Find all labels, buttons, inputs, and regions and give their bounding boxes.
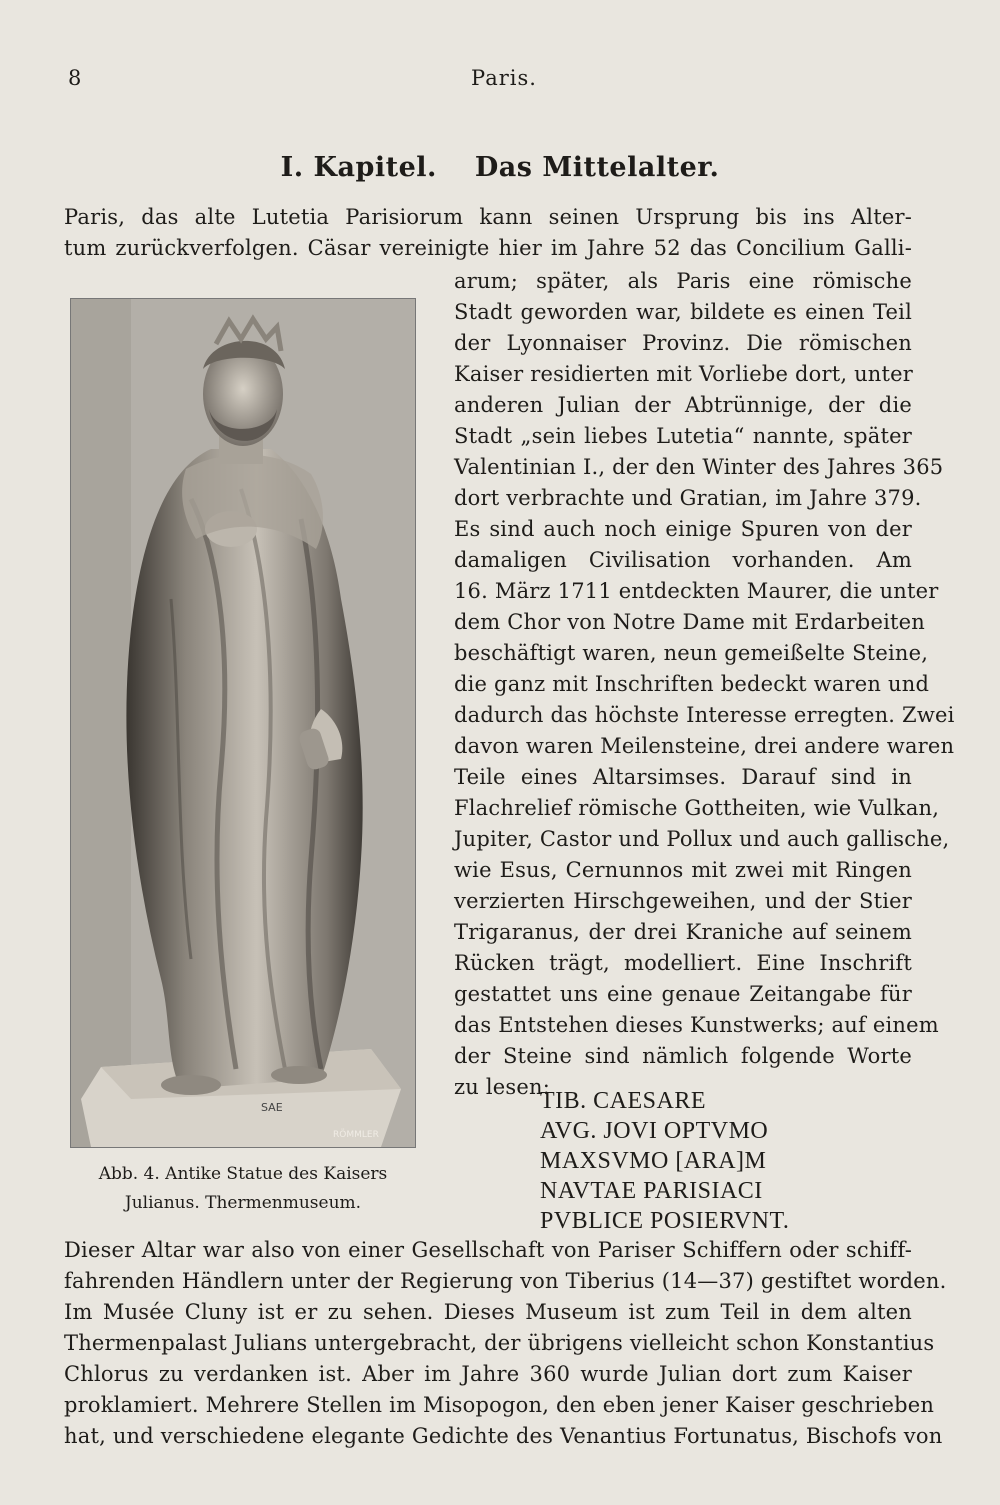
text-line: Chlorus zu verdanken ist. Aber im Jahre 360 wurde Julian dort zum Kaiser — [64, 1362, 912, 1386]
text-line: dadurch das höchste Interesse erregten. Zwei — [454, 703, 955, 727]
inscription-line: MAXSVMO [ARA]M — [540, 1148, 767, 1174]
text-line: Es sind auch noch einige Spuren von der — [454, 517, 912, 541]
text-line: Trigaranus, der drei Kraniche auf seinem — [454, 920, 912, 944]
text-line: damaligen Civilisation vorhanden. Am — [454, 548, 912, 572]
text-line: Thermenpalast Julians untergebracht, der übrigens vielleicht schon Konstantius — [64, 1331, 935, 1355]
chapter-number: I. Kapitel. — [280, 152, 437, 183]
inscription-line: TIB. CAESARE — [540, 1088, 707, 1114]
running-head — [64, 66, 944, 96]
chapter-heading — [0, 152, 1000, 183]
inscription-line: PVBLICE POSIERVNT. — [540, 1208, 790, 1234]
text-line: dort verbrachte und Gratian, im Jahre 379. — [454, 486, 922, 510]
statue-image — [71, 299, 415, 1147]
text-line: Stadt „sein liebes Lutetia“ nannte, später — [454, 424, 912, 448]
caption-line: Julianus. Thermenmuseum. — [124, 1193, 362, 1213]
text-line: davon waren Meilensteine, drei andere waren — [454, 734, 955, 758]
text-line: Stadt geworden war, bildete es einen Teil — [454, 300, 912, 324]
text-line: beschäftigt waren, neun gemeißelte Steine, — [454, 641, 929, 665]
text-line: fahrenden Händlern unter der Regierung von Tiberius (14—37) gestiftet worden. — [64, 1269, 947, 1293]
text-line: Dieser Altar war also von einer Gesellschaft von Pariser Schiffern oder schiff- — [64, 1238, 912, 1262]
inscription-line: AVG. JOVI OPTVMO — [540, 1118, 769, 1144]
text-line: wie Esus, Cernunnos mit zwei mit Ringen — [454, 858, 912, 882]
text-line: hat, und verschiedene elegante Gedichte des Venantius Fortunatus, Bischofs von — [64, 1424, 943, 1448]
figure-caption — [78, 1160, 408, 1218]
text-line: tum zurückverfolgen. Cäsar vereinigte hier im Jahre 52 das Concilium Galli- — [64, 236, 912, 260]
inscription-line: NAVTAE PARISIACI — [540, 1178, 763, 1204]
text-line: Valentinian I., der den Winter des Jahres 365 — [454, 455, 944, 479]
running-title: Paris. — [471, 66, 537, 90]
page-number: 8 — [68, 66, 82, 90]
text-line: Paris, das alte Lutetia Parisiorum kann seinen Ursprung bis ins Alter- — [64, 205, 912, 229]
text-line: arum; später, als Paris eine römische — [454, 269, 912, 293]
latin-inscription — [540, 1086, 900, 1236]
text-line: 16. März 1711 entdeckten Maurer, die unter — [454, 579, 939, 603]
text-line: Jupiter, Castor und Pollux und auch gallische, — [454, 827, 950, 851]
text-line: Im Musée Cluny ist er zu sehen. Dieses Museum ist zum Teil in dem alten — [64, 1300, 912, 1324]
text-line: dem Chor von Notre Dame mit Erdarbeiten — [454, 610, 925, 634]
text-line: zu lesen: — [454, 1075, 551, 1099]
text-line: Kaiser residierten mit Vorliebe dort, unter — [454, 362, 914, 386]
chapter-title: Das Mittelalter. — [474, 152, 720, 183]
text-line: proklamiert. Mehrere Stellen im Misopogon, den eben jener Kaiser geschrieben — [64, 1393, 935, 1417]
caption-line: Abb. 4. Antike Statue des Kaisers — [98, 1164, 388, 1184]
text-line: anderen Julian der Abtrünnige, der die — [454, 393, 912, 417]
text-line: Rücken trägt, modelliert. Eine Inschrift — [454, 951, 912, 975]
text-line: gestattet uns eine genaue Zeitangabe für — [454, 982, 912, 1006]
text-line: verzierten Hirschgeweihen, und der Stier — [454, 889, 912, 913]
text-line: der Steine sind nämlich folgende Worte — [454, 1044, 912, 1068]
text-line: die ganz mit Inschriften bedeckt waren und — [454, 672, 930, 696]
plinth-mark: SAE — [261, 1101, 283, 1114]
text-line: das Entstehen dieses Kunstwerks; auf einem — [454, 1013, 939, 1037]
text-line: Flachrelief römische Gottheiten, wie Vulkan, — [454, 796, 940, 820]
text-line: Teile eines Altarsimses. Darauf sind in — [454, 765, 912, 789]
text-line: der Lyonnaiser Provinz. Die römischen — [454, 331, 912, 355]
statue-photograph — [70, 298, 416, 1148]
photo-credit: RÖMMLER — [333, 1130, 379, 1140]
